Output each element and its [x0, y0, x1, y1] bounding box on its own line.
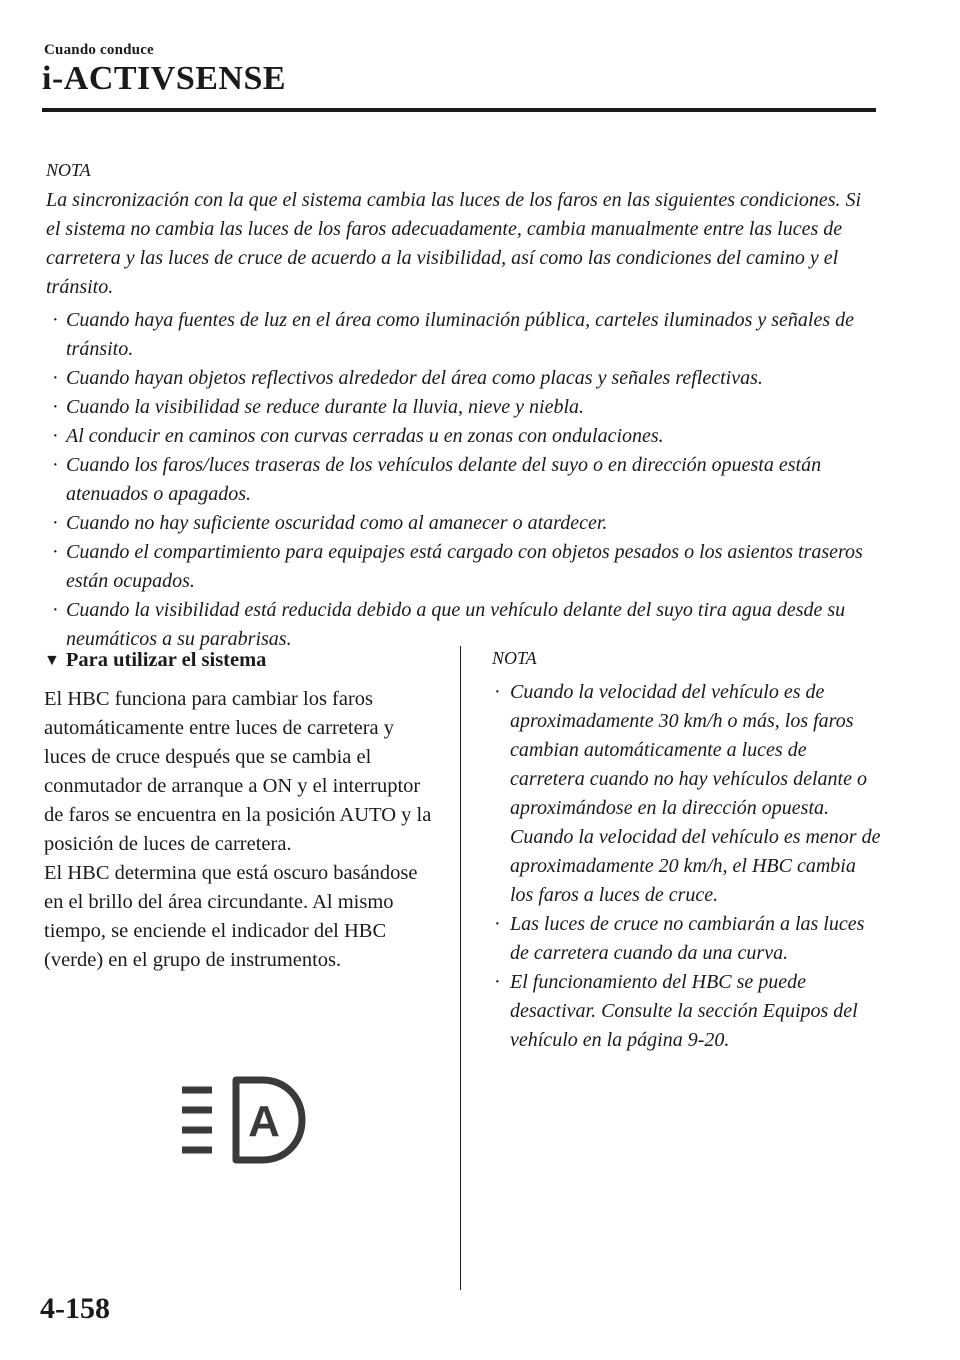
list-item — [46, 509, 872, 538]
list-item — [46, 306, 872, 364]
bullet-dot-icon: · — [52, 599, 59, 621]
page-number: 4-158 — [40, 1292, 110, 1325]
list-item-text: Cuando haya fuentes de luz en el área como iluminación pública, carteles iluminados y señales de tránsito. — [66, 309, 855, 360]
note-intro: La sincronización con la que el sistema cambia las luces de los faros en las siguientes condiciones. Si el sistema no cambia las luces de los faros adecuadamente, cambia manualmente entre las luces de carretera y las luces de cruce de acuerdo a la visibilidad, así como las condiciones del camino y el tránsito. — [46, 189, 862, 298]
list-item — [46, 364, 872, 393]
bullet-dot-icon: · — [494, 681, 501, 703]
list-item-continuation: Cuando la velocidad del vehículo es menor de aproximadamente 20 km/h, el HBC cambia los faros a luces de cruce. — [510, 826, 881, 906]
bullet-dot-icon: · — [52, 367, 59, 389]
hbc-icon-letter: A — [248, 1097, 280, 1146]
list-item-text: Cuando los faros/luces traseras de los vehículos delante del suyo o en dirección opuesta están atenuados o apagados. — [66, 454, 822, 505]
note-bullet-list — [492, 678, 882, 1055]
bullet-dot-icon: · — [52, 512, 59, 534]
body-paragraph: El HBC determina que está oscuro basándose en el brillo del área circundante. Al mismo tiempo, se enciende el indicador del HBC (verde) en el grupo de instrumentos. — [44, 862, 418, 971]
section-heading — [44, 646, 440, 675]
body-paragraph: El HBC funciona para cambiar los faros automáticamente entre luces de carretera y luces de cruce después que se cambia el conmutador de arranque a ON y el interruptor de faros se encuentra en la posición AUTO y la posición de luces de carretera. — [44, 688, 432, 855]
section-heading-text: Para utilizar el sistema — [65, 649, 267, 671]
list-item — [492, 968, 882, 1055]
list-item-text: Cuando la visibilidad se reduce durante la lluvia, nieve y niebla. — [66, 396, 585, 418]
list-item-text: Las luces de cruce no cambiarán a las luces de carretera cuando da una curva. — [510, 913, 865, 964]
list-item — [492, 910, 882, 968]
bullet-dot-icon: · — [494, 971, 501, 993]
title-rule — [42, 108, 876, 112]
list-item-text: Cuando la visibilidad está reducida debido a que un vehículo delante del suyo tira agua desde su neumáticos a su parabrisas. — [66, 599, 846, 650]
list-item-text: Al conducir en caminos con curvas cerradas u en zonas con ondulaciones. — [66, 425, 664, 447]
list-item — [492, 678, 882, 910]
hbc-auto-headlight-icon — [178, 1076, 308, 1168]
note-heading: NOTA — [492, 648, 537, 668]
list-item — [46, 538, 872, 596]
list-item-text: El funcionamiento del HBC se puede desactivar. Consulte la sección Equipos del vehículo en la página 9-20. — [510, 971, 858, 1051]
bullet-dot-icon: · — [494, 913, 501, 935]
list-item-text: Cuando el compartimiento para equipajes está cargado con objetos pesados o los asientos traseros están ocupados. — [66, 541, 863, 592]
column-divider — [460, 646, 461, 1290]
note-heading: NOTA — [46, 160, 91, 180]
bullet-dot-icon: · — [52, 425, 59, 447]
page-title: i-ACTIVSENSE — [42, 60, 287, 97]
list-item-text: Cuando la velocidad del vehículo es de aproximadamente 30 km/h o más, los faros cambian automáticamente a luces de carretera cuando no hay vehículos delante o aproximándose en la dirección opuesta. — [510, 681, 867, 819]
note-block-top — [46, 158, 872, 654]
left-column — [44, 646, 440, 975]
list-item — [46, 422, 872, 451]
bullet-dot-icon: · — [52, 309, 59, 331]
list-item — [46, 393, 872, 422]
bullet-dot-icon: · — [52, 396, 59, 418]
bullet-dot-icon: · — [52, 541, 59, 563]
triangle-down-icon: ▼ — [44, 652, 60, 669]
list-item-text: Cuando hayan objetos reflectivos alrededor del área como placas y señales reflectivas. — [66, 367, 763, 389]
bullet-dot-icon: · — [52, 454, 59, 476]
note-bullet-list — [46, 306, 872, 654]
list-item-text: Cuando no hay suficiente oscuridad como al amanecer o atardecer. — [66, 512, 608, 534]
section-label: Cuando conduce — [44, 42, 154, 58]
list-item — [46, 451, 872, 509]
right-column-note — [492, 646, 882, 1055]
